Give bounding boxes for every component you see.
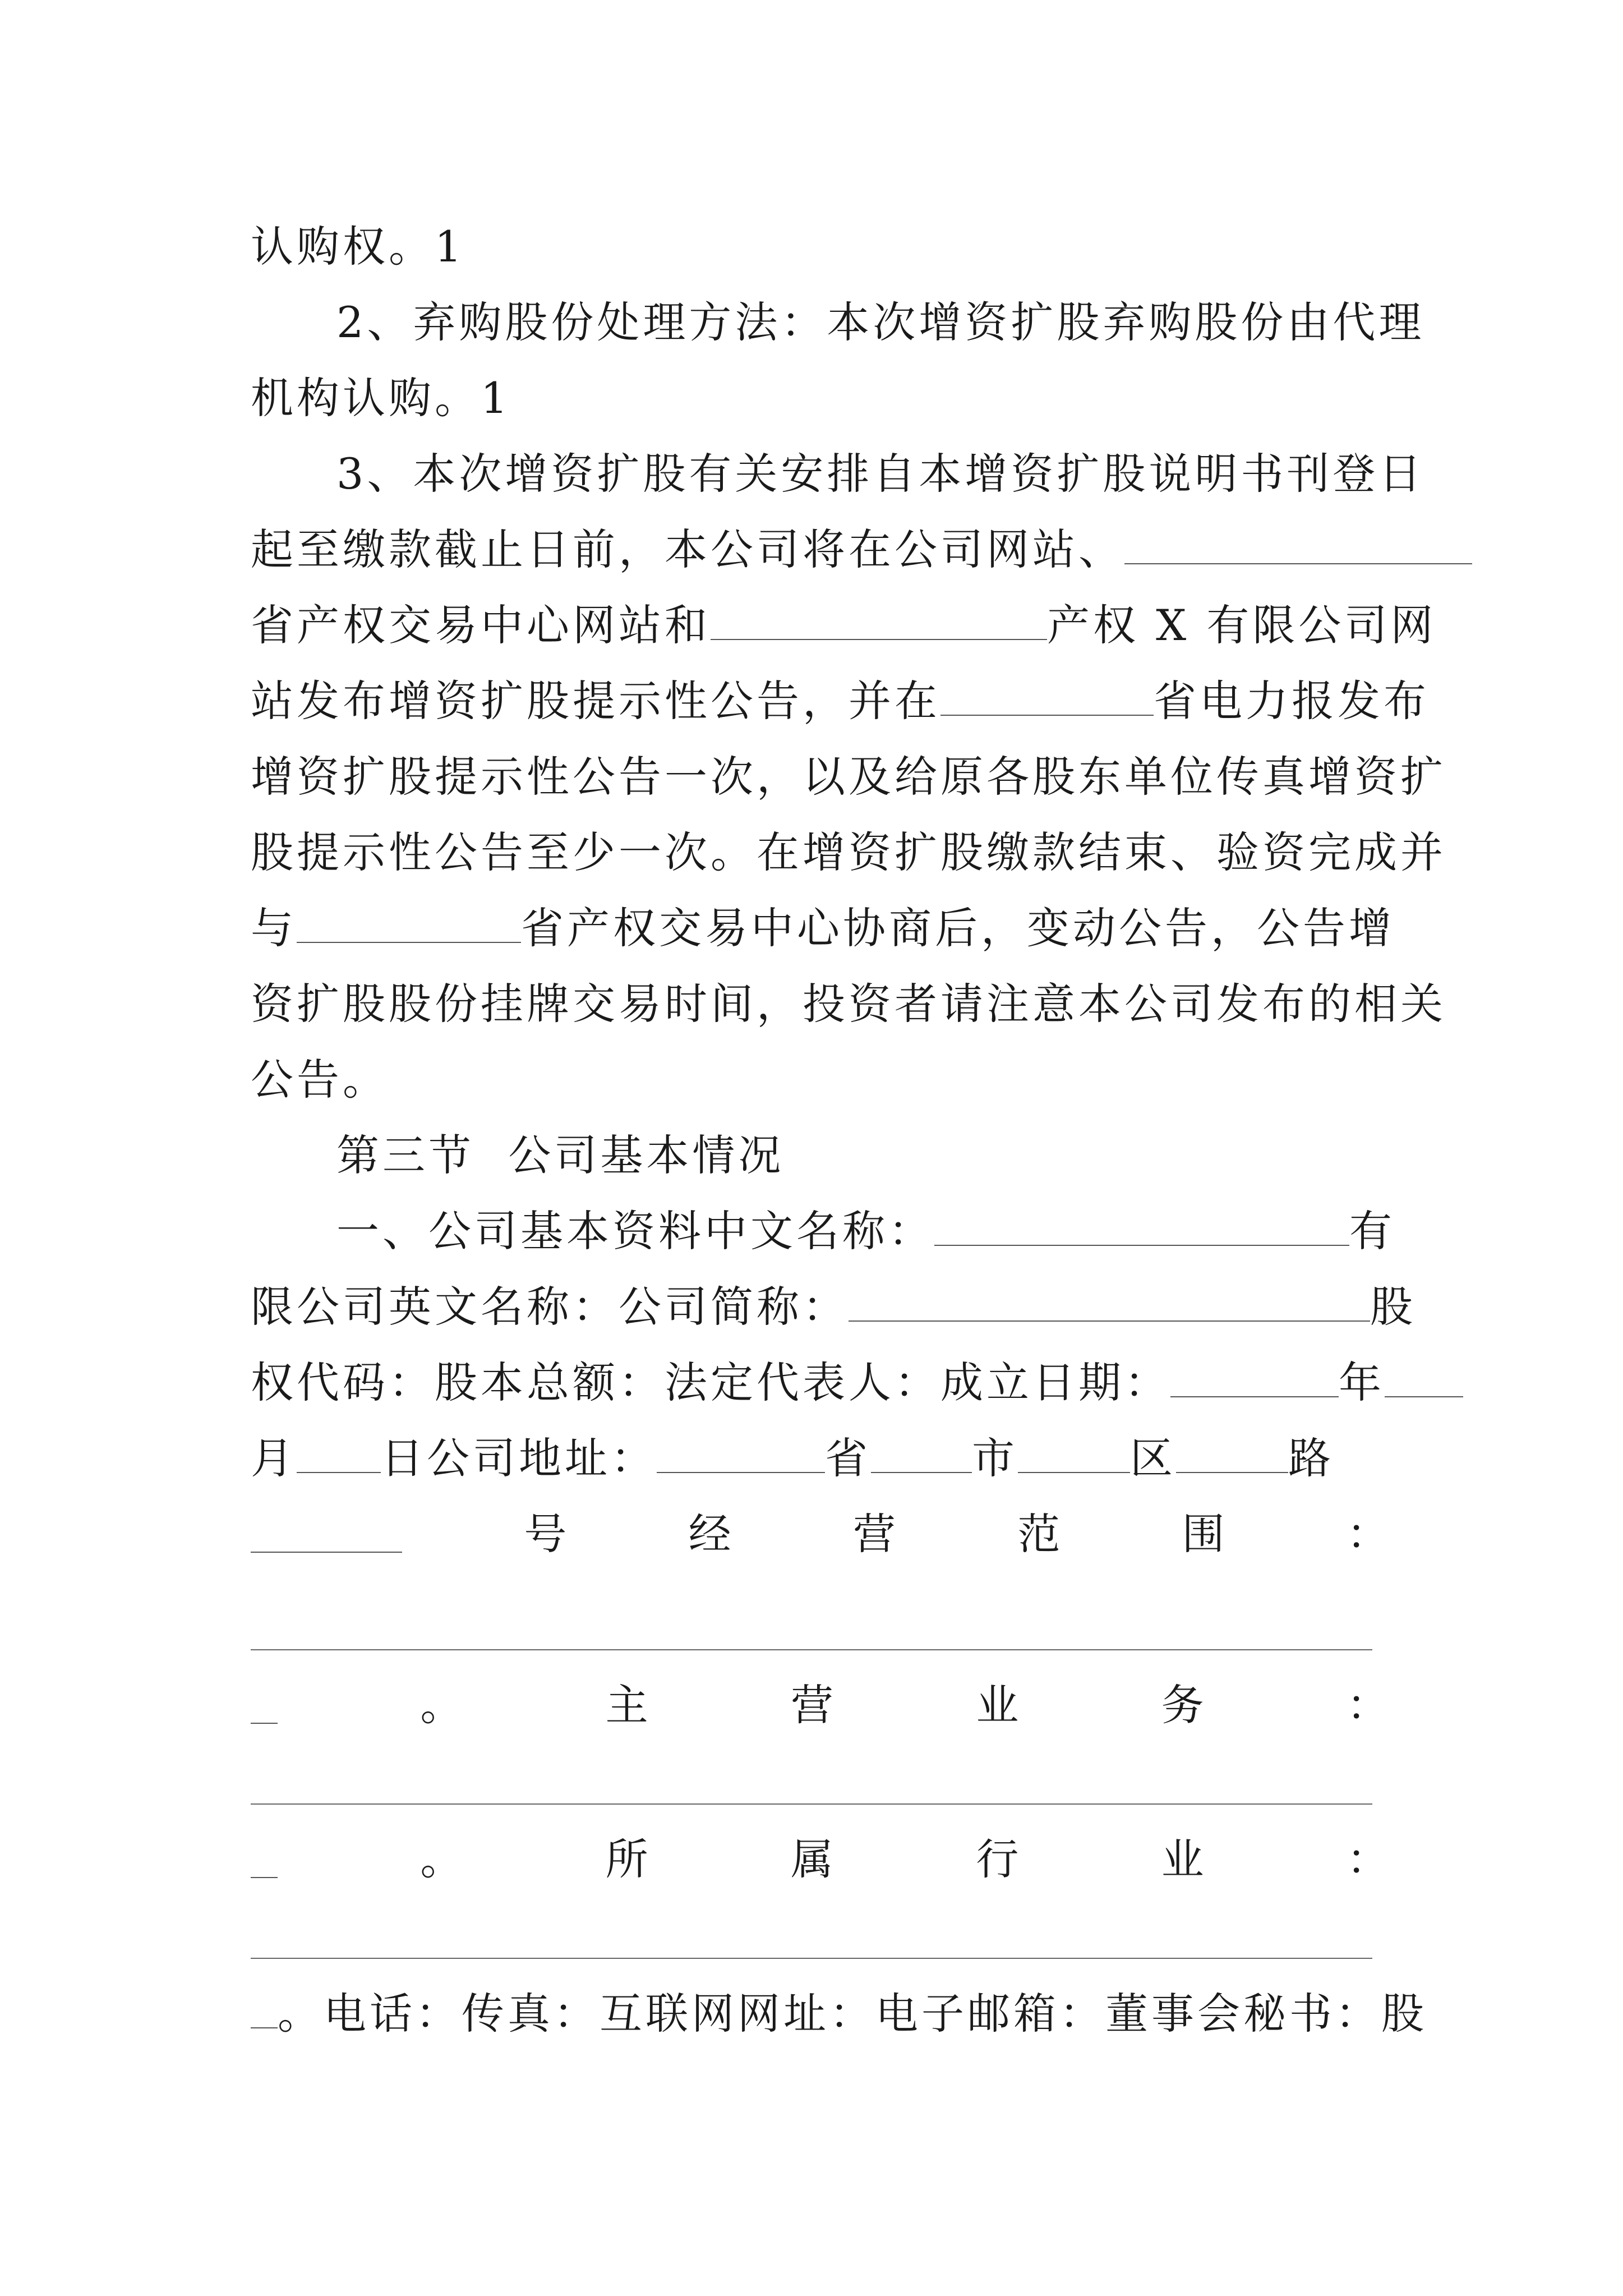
paragraph-text: 省产权交易中心协商后，变动公告，公告增 <box>521 903 1395 953</box>
fill-in-blank <box>251 1516 402 1553</box>
paragraph-text: 2、弃购股份处理方法：本次增资扩股弃购股份由代理 <box>336 297 1425 347</box>
paragraph-text: 省电力报发布 <box>1154 676 1430 726</box>
paragraph-text: 站发布增资扩股提示性公告，并在 <box>251 676 940 726</box>
blank-rule <box>251 1649 1372 1650</box>
fill-in-blank <box>297 906 521 943</box>
spread-char: 围 <box>1182 1509 1225 1559</box>
spread-char: 主 <box>605 1680 648 1730</box>
text-line <box>251 1041 1389 1119</box>
paragraph-text: 。电话：传真：互联网网址：电子邮箱：董事会秘书：股 <box>278 1989 1427 2039</box>
text-line <box>336 283 1425 362</box>
paragraph-text: 股提示性公告至少一次。在增资扩股缴款结束、验资完成并 <box>251 827 1446 877</box>
spread-char: 号 <box>524 1509 567 1559</box>
spread-char: 。 <box>420 1834 463 1884</box>
paragraph-text: 区 <box>1130 1433 1176 1483</box>
spread-char: ： <box>1346 1834 1389 1884</box>
text-line <box>251 965 1446 1043</box>
text-line <box>251 1975 1427 2053</box>
fill-in-blank <box>711 603 1047 640</box>
fill-in-blank <box>251 1991 278 2028</box>
text-line <box>251 662 1430 740</box>
blank-rule <box>251 1803 1372 1805</box>
spread-char: ： <box>1346 1509 1389 1559</box>
spread-char: ： <box>1346 1680 1389 1730</box>
text-line <box>251 1820 1389 1899</box>
paragraph-text: 资扩股股份挂牌交易时间，投资者请注意本公司发布的相关 <box>251 979 1446 1029</box>
spread-char: 属 <box>790 1834 833 1884</box>
text-line <box>251 1343 1389 1422</box>
fill-in-blank <box>940 679 1154 716</box>
fill-in-blank <box>251 1687 278 1724</box>
spread-char: 范 <box>1017 1509 1061 1559</box>
paragraph-text: 起至缴款截止日前，本公司将在公司网站、 <box>251 524 1124 574</box>
paragraph-text: 机构认购。1 <box>251 373 511 423</box>
fill-in-blank <box>251 1841 278 1878</box>
spread-char: 。 <box>420 1680 463 1730</box>
paragraph-text: 与 <box>251 903 297 953</box>
spread-char: 所 <box>605 1834 648 1884</box>
paragraph-text: 增资扩股提示性公告一次，以及给原各股东单位传真增资扩 <box>251 752 1446 802</box>
blank-rule <box>251 1958 1372 1959</box>
paragraph-text: 认购权。1 <box>251 222 465 272</box>
paragraph-text: 年 <box>1339 1358 1385 1407</box>
fill-in-blank <box>297 1436 381 1473</box>
paragraph-text: 省产权交易中心网站和 <box>251 600 711 650</box>
text-line <box>251 359 1389 438</box>
fill-in-blank <box>1018 1436 1130 1473</box>
paragraph-text: 权代码：股本总额：法定代表人：成立日期： <box>251 1358 1170 1407</box>
text-line <box>251 1268 1416 1346</box>
fill-in-blank <box>1170 1360 1339 1397</box>
paragraph-text: 路 <box>1288 1433 1334 1483</box>
heading-text: 第三节 公司基本情况 <box>336 1130 785 1180</box>
fill-in-blank <box>849 1285 1370 1322</box>
text-line <box>251 813 1446 892</box>
text-line <box>251 1666 1389 1745</box>
section-heading <box>336 1116 1389 1195</box>
text-line <box>336 435 1425 513</box>
paragraph-text: 一、公司基本资料中文名称： <box>336 1206 934 1256</box>
paragraph-text: 股 <box>1370 1282 1416 1332</box>
spread-char: 行 <box>976 1834 1019 1884</box>
spread-char: 业 <box>976 1680 1019 1730</box>
text-line <box>336 1192 1395 1271</box>
spread-char: 经 <box>688 1509 731 1559</box>
paragraph-text: 省 <box>825 1433 871 1483</box>
paragraph-text: 产权 X 有限公司网 <box>1047 600 1437 650</box>
paragraph-text: 有 <box>1349 1206 1395 1256</box>
text-line <box>251 510 1389 589</box>
text-line <box>251 889 1395 968</box>
fill-in-blank <box>871 1436 972 1473</box>
spread-char: 业 <box>1161 1834 1204 1884</box>
spread-char: 营 <box>790 1680 833 1730</box>
spread-char: 务 <box>1161 1680 1204 1730</box>
text-line <box>251 1495 1389 1573</box>
text-line <box>251 1419 1389 1498</box>
text-line <box>251 586 1437 665</box>
fill-in-blank <box>657 1436 825 1473</box>
fill-in-blank <box>1385 1360 1463 1397</box>
fill-in-blank <box>1176 1436 1288 1473</box>
paragraph-text: 市 <box>972 1433 1018 1483</box>
spread-char: 营 <box>852 1509 896 1559</box>
text-line <box>251 208 1389 286</box>
text-line <box>251 738 1446 816</box>
paragraph-text: 日公司地址： <box>381 1433 657 1483</box>
fill-in-blank <box>934 1209 1349 1246</box>
paragraph-text: 月 <box>251 1433 297 1483</box>
fill-in-blank <box>1124 527 1472 564</box>
paragraph-text: 限公司英文名称：公司简称： <box>251 1282 849 1332</box>
paragraph-text: 3、本次增资扩股有关安排自本增资扩股说明书刊登日 <box>336 449 1425 499</box>
paragraph-text: 公告。 <box>251 1055 389 1105</box>
